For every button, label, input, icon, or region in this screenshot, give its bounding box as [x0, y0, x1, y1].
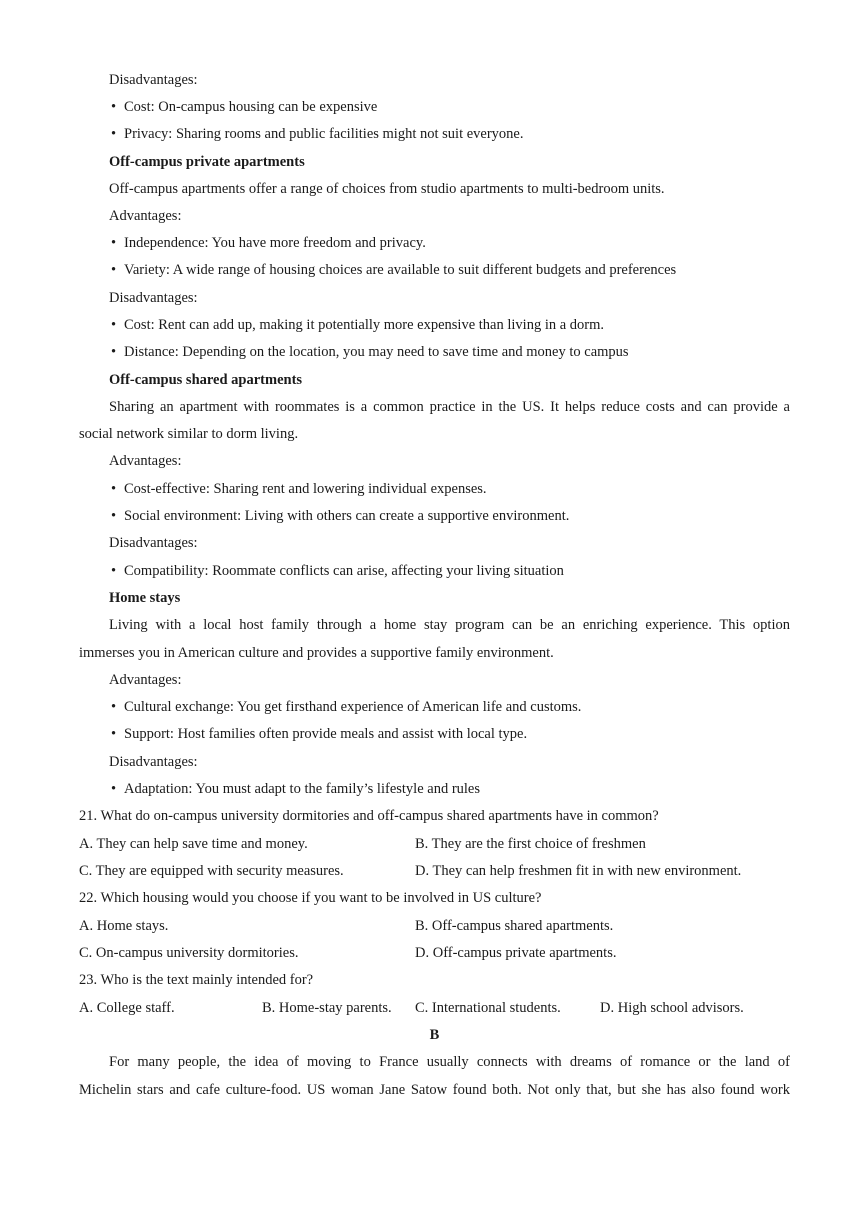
- list-item: • Social environment: Living with others can create a supportive environment.: [111, 503, 790, 530]
- option-b: B. They are the first choice of freshmen: [415, 836, 646, 852]
- list-item: • Variety: A wide range of housing choices are available to suit different budgets and preferences: [111, 257, 790, 284]
- bullet-icon: •: [111, 563, 117, 579]
- shared-advantages-label: Advantages:: [109, 453, 182, 469]
- question-23-stem: 23. Who is the text mainly intended for?: [79, 972, 314, 988]
- list-item: • Support: Host families often provide meals and assist with local type.: [111, 721, 790, 748]
- private-disadvantages-label: Disadvantages:: [109, 290, 198, 306]
- section-heading-shared: Off-campus shared apartments: [109, 372, 303, 388]
- list-item: • Compatibility: Roommate conflicts can arise, affecting your living situation: [111, 558, 790, 585]
- option-a: A. Home stays.: [79, 918, 169, 934]
- shared-intro-line-1: Sharing an apartment with roommates is a common practice in the US. It helps reduce costs and can provide a: [109, 399, 790, 415]
- shared-disadvantages-label: Disadvantages:: [109, 535, 198, 551]
- list-item: • Cost: Rent can add up, making it potentially more expensive than living in a dorm.: [111, 312, 790, 339]
- bullet-icon: •: [111, 317, 117, 333]
- option-a: A. They can help save time and money.: [79, 836, 308, 852]
- list-item: • Independence: You have more freedom and privacy.: [111, 230, 790, 257]
- question-22-stem: 22. Which housing would you choose if you want to be involved in US culture?: [79, 890, 542, 906]
- option-d: D. They can help freshmen fit in with new environment.: [415, 863, 742, 879]
- option-b: B. Off-campus shared apartments.: [415, 918, 614, 934]
- bullet-icon: •: [111, 126, 117, 142]
- bullet-icon: •: [111, 726, 117, 742]
- passage-b-label: B: [429, 1027, 440, 1043]
- homestay-intro-line-1: Living with a local host family through a home stay program can be an enriching experience. This option: [109, 617, 790, 633]
- question-23-options-row: [79, 995, 790, 1022]
- option-c: C. They are equipped with security measures.: [79, 863, 344, 879]
- option-c: C. On-campus university dormitories.: [79, 945, 299, 961]
- option-c: C. International students.: [415, 1000, 561, 1016]
- question-21-options-row-2: [79, 858, 790, 885]
- option-d: D. High school advisors.: [600, 1000, 744, 1016]
- question-21-options-row-1: [79, 831, 790, 858]
- list-item: • Distance: Depending on the location, you may need to save time and money to campus: [111, 339, 790, 366]
- list-item: • Cultural exchange: You get firsthand experience of American life and customs.: [111, 694, 790, 721]
- bullet-icon: •: [111, 481, 117, 497]
- section-heading-private: Off-campus private apartments: [109, 154, 305, 170]
- private-advantages-label: Advantages:: [109, 208, 182, 224]
- option-a: A. College staff.: [79, 1000, 175, 1016]
- bullet-icon: •: [111, 262, 117, 278]
- question-22-options-row-1: [79, 913, 790, 940]
- bullet-icon: •: [111, 235, 117, 251]
- list-item: • Privacy: Sharing rooms and public facilities might not suit everyone.: [111, 121, 790, 148]
- bullet-icon: •: [111, 99, 117, 115]
- list-item: • Adaptation: You must adapt to the family’s lifestyle and rules: [111, 776, 790, 803]
- bullet-icon: •: [111, 781, 117, 797]
- dorm-disadvantages-label: Disadvantages:: [109, 72, 198, 88]
- private-intro: Off-campus apartments offer a range of choices from studio apartments to multi-bedroom units.: [109, 181, 665, 197]
- homestay-advantages-label: Advantages:: [109, 672, 182, 688]
- passage-b-line-1: For many people, the idea of moving to France usually connects with dreams of romance or the land of: [109, 1054, 790, 1070]
- bullet-icon: •: [111, 699, 117, 715]
- homestay-disadvantages-label: Disadvantages:: [109, 754, 198, 770]
- question-21-stem: 21. What do on-campus university dormitories and off-campus shared apartments have in common?: [79, 808, 659, 824]
- shared-intro-line-2: social network similar to dorm living.: [79, 426, 299, 442]
- bullet-icon: •: [111, 344, 117, 360]
- option-b: B. Home-stay parents.: [262, 1000, 392, 1016]
- list-item: • Cost-effective: Sharing rent and lowering individual expenses.: [111, 476, 790, 503]
- section-heading-homestay: Home stays: [109, 590, 181, 606]
- question-22-options-row-2: [79, 940, 790, 967]
- option-d: D. Off-campus private apartments.: [415, 945, 617, 961]
- list-item: • Cost: On-campus housing can be expensive: [111, 94, 790, 121]
- passage-b-line-2: Michelin stars and cafe culture-food. US woman Jane Satow found both. Not only that, but she has also found work: [79, 1082, 790, 1098]
- homestay-intro-line-2: immerses you in American culture and provides a supportive family environment.: [79, 645, 554, 661]
- bullet-icon: •: [111, 508, 117, 524]
